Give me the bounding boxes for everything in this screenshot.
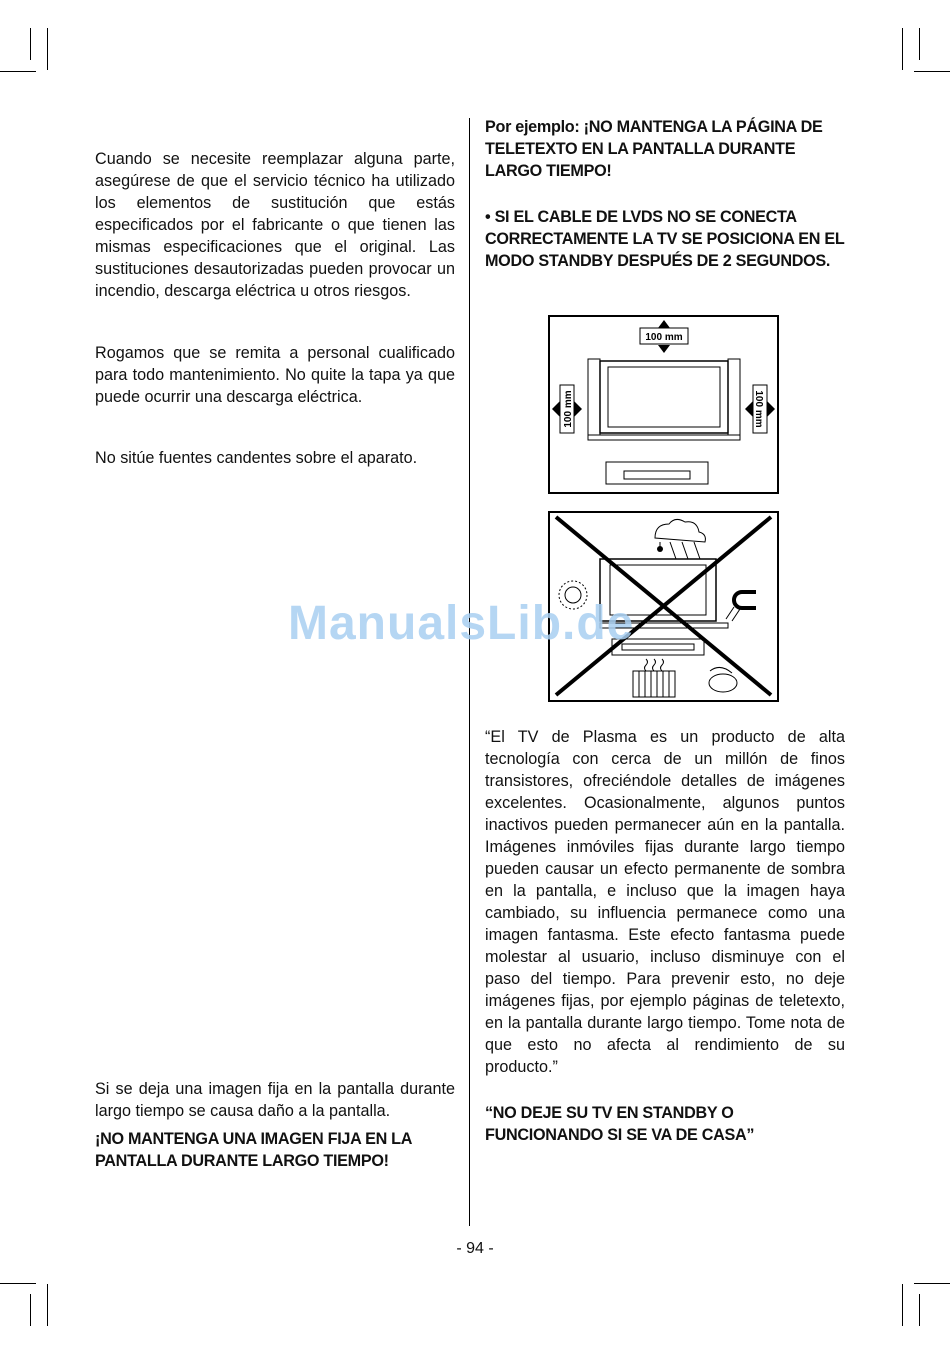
heat-sources-paragraph: No sitúe fuentes candentes sobre el aparato. (95, 449, 418, 467)
plasma-paragraph: “El TV de Plasma es un producto de alta tecnología con cerca de un millón de finos transistores, ofreciéndole detalles de imágenes excelentes. Ocasionalmente, algunos puntos inactivos pueden permanecer aún en la pantalla. Imágenes inmóviles fijas durante largo tiempo pueden causar un efecto permanente de sombra en la pantalla, e incluso que la imagen haya cambiado, su influencia permanece como una imagen fantasma. Este efecto fantasma puede molestar al usuario, incluso disminuye con el paso del tiempo. Para prevenir esto, no deje imágenes fijas, por ejemplo páginas de teletexto, en la pantalla durante largo tiempo. Tome nota de que esto no afecta al rendimiento de su producto.” (485, 728, 845, 1076)
clearance-diagram (548, 315, 779, 495)
crop-mark (914, 71, 950, 72)
column-divider (469, 118, 470, 1226)
watermark: ManualsLib.de (288, 597, 635, 650)
crop-mark (30, 28, 31, 60)
crop-mark (47, 28, 48, 70)
crop-mark (919, 28, 920, 60)
plasma-text-section (485, 726, 845, 1146)
placement-warning-diagram (548, 511, 779, 702)
service-paragraph: Rogamos que se remita a personal cualificado para todo mantenimiento. No quite la tapa ya que puede ocurrir una descarga eléctrica. (95, 344, 455, 406)
teletext-warning: Por ejemplo: ¡NO MANTENGA LA PÁGINA DE TELETEXTO EN LA PANTALLA DURANTE LARGO TIEMPO! (485, 118, 823, 180)
crop-mark (919, 1294, 920, 1326)
right-column (485, 116, 845, 272)
page-number: - 94 - (456, 1240, 494, 1257)
crop-mark (47, 1284, 48, 1326)
left-clearance-label: 100 mm (563, 390, 574, 428)
still-image-section (95, 1078, 455, 1172)
left-column (95, 148, 455, 469)
crop-mark (0, 71, 36, 72)
top-clearance-label: 100 mm (645, 332, 683, 343)
standby-warning: “NO DEJE SU TV EN STANDBY O FUNCIONANDO SI SE VA DE CASA” (485, 1104, 755, 1144)
crop-mark (902, 28, 903, 70)
lvds-warning: • SI EL CABLE DE LVDS NO SE CONECTA CORRECTAMENTE LA TV SE POSICIONA EN EL MODO STANDBY DESPUÉS DE 2 SEGUNDOS. (485, 208, 845, 270)
crop-mark (902, 1284, 903, 1326)
crop-mark (30, 1294, 31, 1326)
right-clearance-label: 100 mm (753, 390, 764, 428)
still-image-warning: ¡NO MANTENGA UNA IMAGEN FIJA EN LA PANTALLA DURANTE LARGO TIEMPO! (95, 1130, 412, 1170)
replacement-parts-paragraph: Cuando se necesite reemplazar alguna parte, asegúrese de que el servicio técnico ha utilizado los elementos de sustitución que estás especificados por el fabricante o que tienen las mismas especificaciones que el original. Las sustituciones desautorizadas pueden provocar un incendio, descarga eléctrica u otros riesgos. (95, 150, 455, 300)
still-image-paragraph: Si se deja una imagen fija en la pantalla durante largo tiempo se causa daño a la pantalla. (95, 1080, 455, 1120)
crop-mark (914, 1283, 950, 1284)
crop-mark (0, 1283, 36, 1284)
